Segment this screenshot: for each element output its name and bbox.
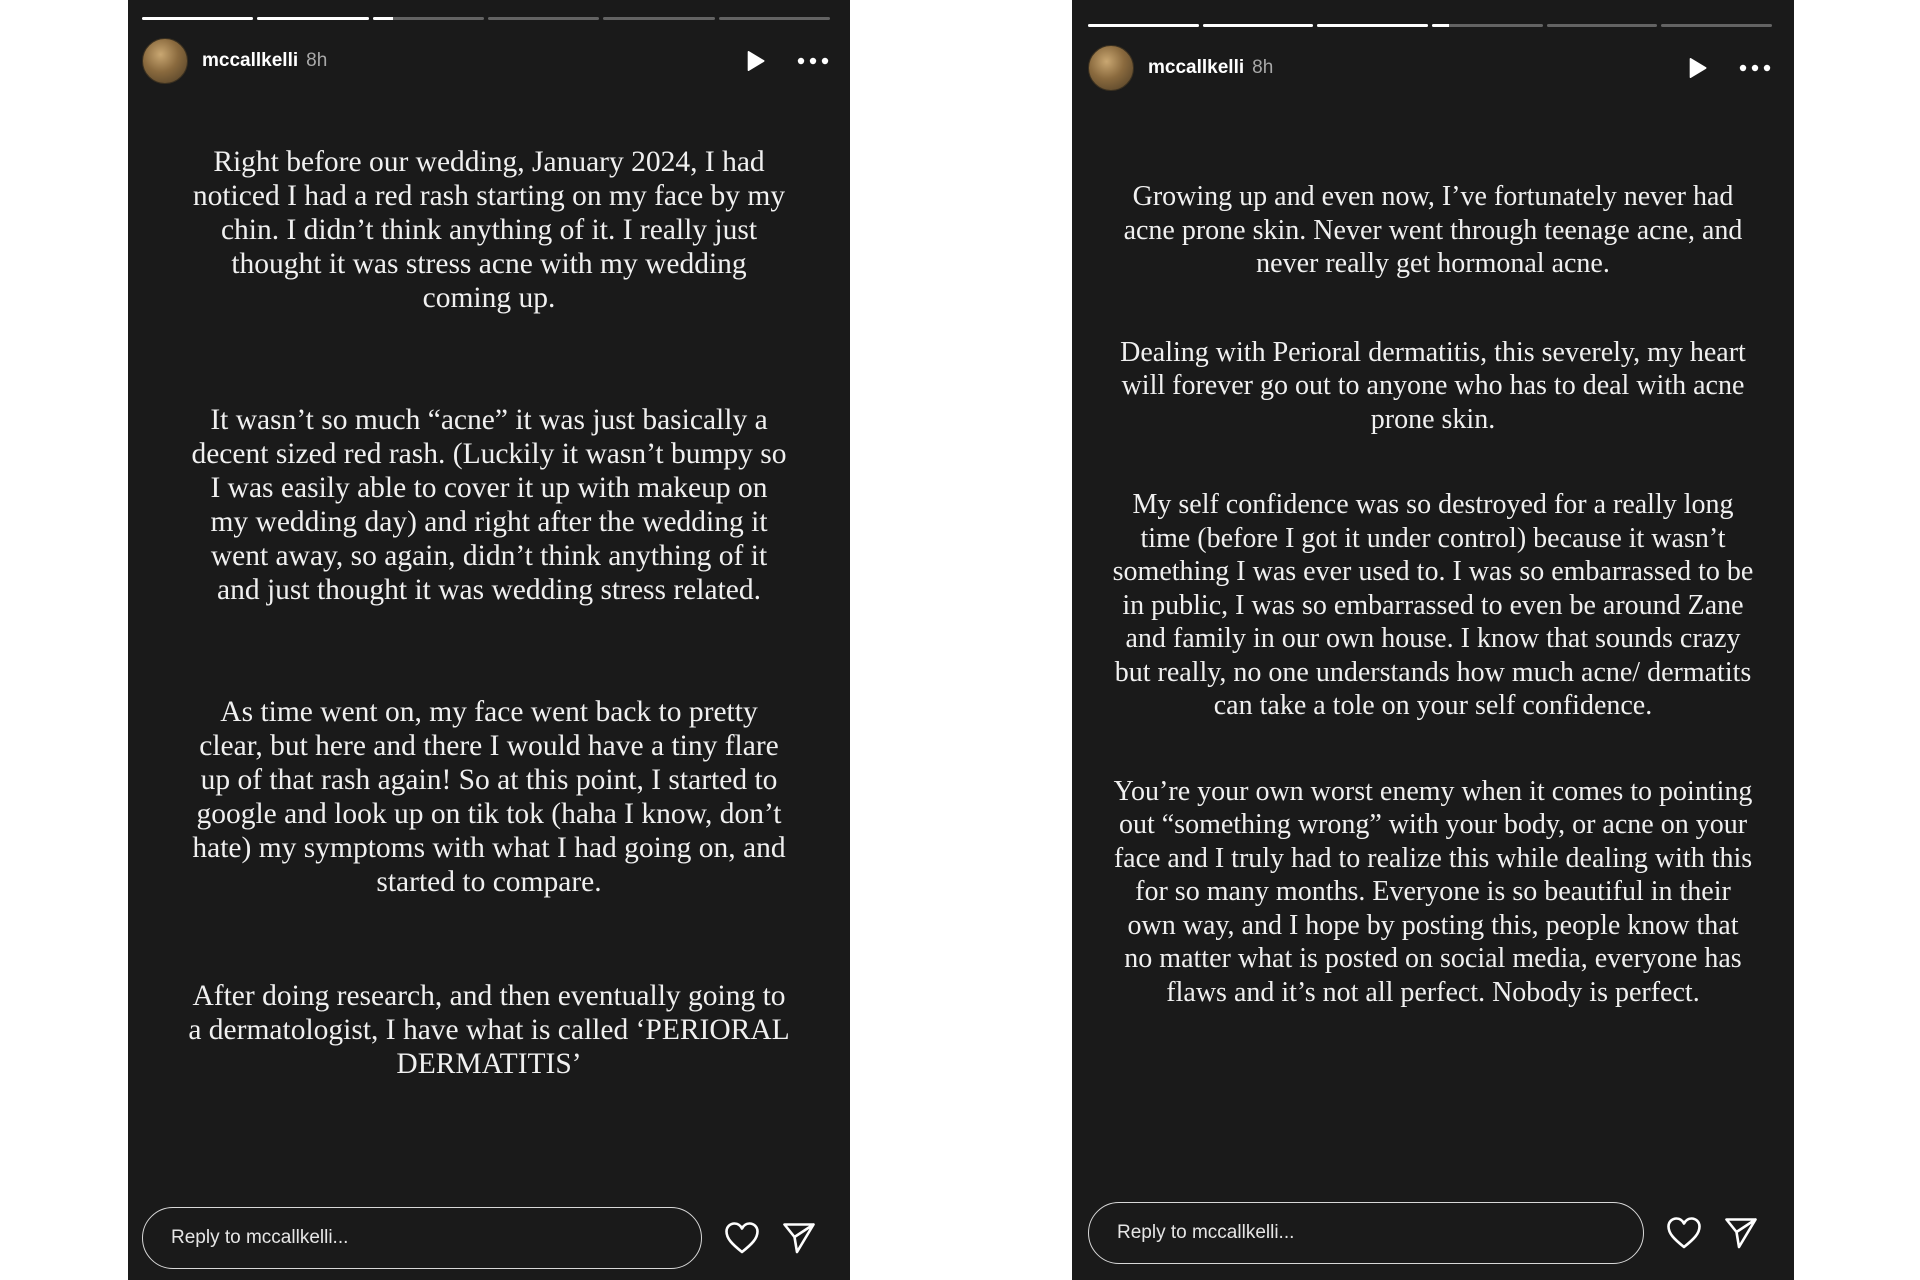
- avatar[interactable]: [1088, 45, 1134, 91]
- story-progress: [142, 17, 830, 20]
- progress-segment: [373, 17, 484, 20]
- avatar[interactable]: [142, 38, 188, 84]
- progress-segment: [1088, 24, 1199, 27]
- story-paragraph: As time went on, my face went back to pretty clear, but here and there I would have a tiny flare up of that rash again! So at this point, I started to google and look up on tik tok (haha I know, don’t hate) my symptoms with what I had going on, and started to compare.: [192, 696, 786, 898]
- progress-segment: [1547, 24, 1658, 27]
- send-icon[interactable]: [782, 1221, 816, 1255]
- progress-segment: [142, 17, 253, 20]
- post-time: 8h: [1252, 57, 1274, 78]
- progress-segment: [603, 17, 714, 20]
- play-icon[interactable]: [1684, 55, 1710, 81]
- progress-segment: [1317, 24, 1428, 27]
- story-paragraph: Growing up and even now, I’ve fortunately never had acne prone skin. Never went through teenage acne, and never really get hormonal acne.: [1123, 181, 1743, 279]
- story-left: [128, 0, 850, 1280]
- username[interactable]: mccallkelli: [202, 50, 299, 71]
- progress-segment: [1661, 24, 1772, 27]
- reply-input[interactable]: [142, 1207, 702, 1269]
- progress-segment: [488, 17, 599, 20]
- progress-segment: [1432, 24, 1543, 27]
- username[interactable]: mccallkelli: [1148, 57, 1245, 78]
- story-paragraph: You’re your own worst enemy when it comes to pointing out “something wrong” with your body, or acne on your face and I truly had to realize this while dealing with this for so many months. Everyone is so beautiful in their own way, and I hope by posting this, people know that no matter what is posted on social media, everyone has flaws and it’s not all perfect. Nobody is perfect.: [1113, 775, 1753, 1008]
- more-options-icon[interactable]: [796, 48, 830, 74]
- story-text: [188, 145, 790, 1081]
- post-time: 8h: [306, 50, 328, 71]
- story-footer: [1088, 1201, 1772, 1265]
- send-icon[interactable]: [1724, 1216, 1758, 1250]
- story-paragraph: Dealing with Perioral dermatitis, this severely, my heart will forever go out to anyone who has to deal with acne prone skin.: [1120, 336, 1746, 435]
- reply-input[interactable]: [1088, 1202, 1644, 1264]
- story-paragraph: It wasn’t so much “acne” it was just basically a decent sized red rash. (Luckily it wasn’t bumpy so I was easily able to cover it up with makeup on my wedding day) and right after the wedding it went away, so again, didn’t think anything of it and just thought it was wedding stress related.: [191, 404, 787, 606]
- story-right: [1072, 0, 1794, 1280]
- story-progress: [1088, 24, 1772, 27]
- story-paragraph: My self confidence was so destroyed for a really long time (before I got it under control) because it wasn’t something I was ever used to. I was so embarrassed to be in public, I was so embarrassed to even be around Zane and family in our own house. I know that sounds crazy but really, no one understands how much acne/ dermatits can take a tole on your self confidence.: [1112, 489, 1754, 721]
- more-options-icon[interactable]: [1738, 55, 1772, 81]
- story-paragraph: Right before our wedding, January 2024, I had noticed I had a red rash starting on my face by my chin. I didn’t think anything of it. I really just thought it was stress acne with my wedding coming up.: [192, 146, 786, 314]
- story-text: [1112, 180, 1754, 1009]
- story-header: [1088, 45, 1772, 91]
- story-footer: [142, 1206, 830, 1270]
- heart-icon[interactable]: [1666, 1216, 1702, 1250]
- play-icon[interactable]: [742, 48, 768, 74]
- progress-segment: [719, 17, 830, 20]
- heart-icon[interactable]: [724, 1221, 760, 1255]
- story-header: [142, 38, 830, 84]
- progress-segment: [257, 17, 368, 20]
- progress-segment: [1203, 24, 1314, 27]
- story-paragraph: After doing research, and then eventually going to a dermatologist, I have what is called ‘PERIORAL DERMATITIS’: [188, 980, 790, 1080]
